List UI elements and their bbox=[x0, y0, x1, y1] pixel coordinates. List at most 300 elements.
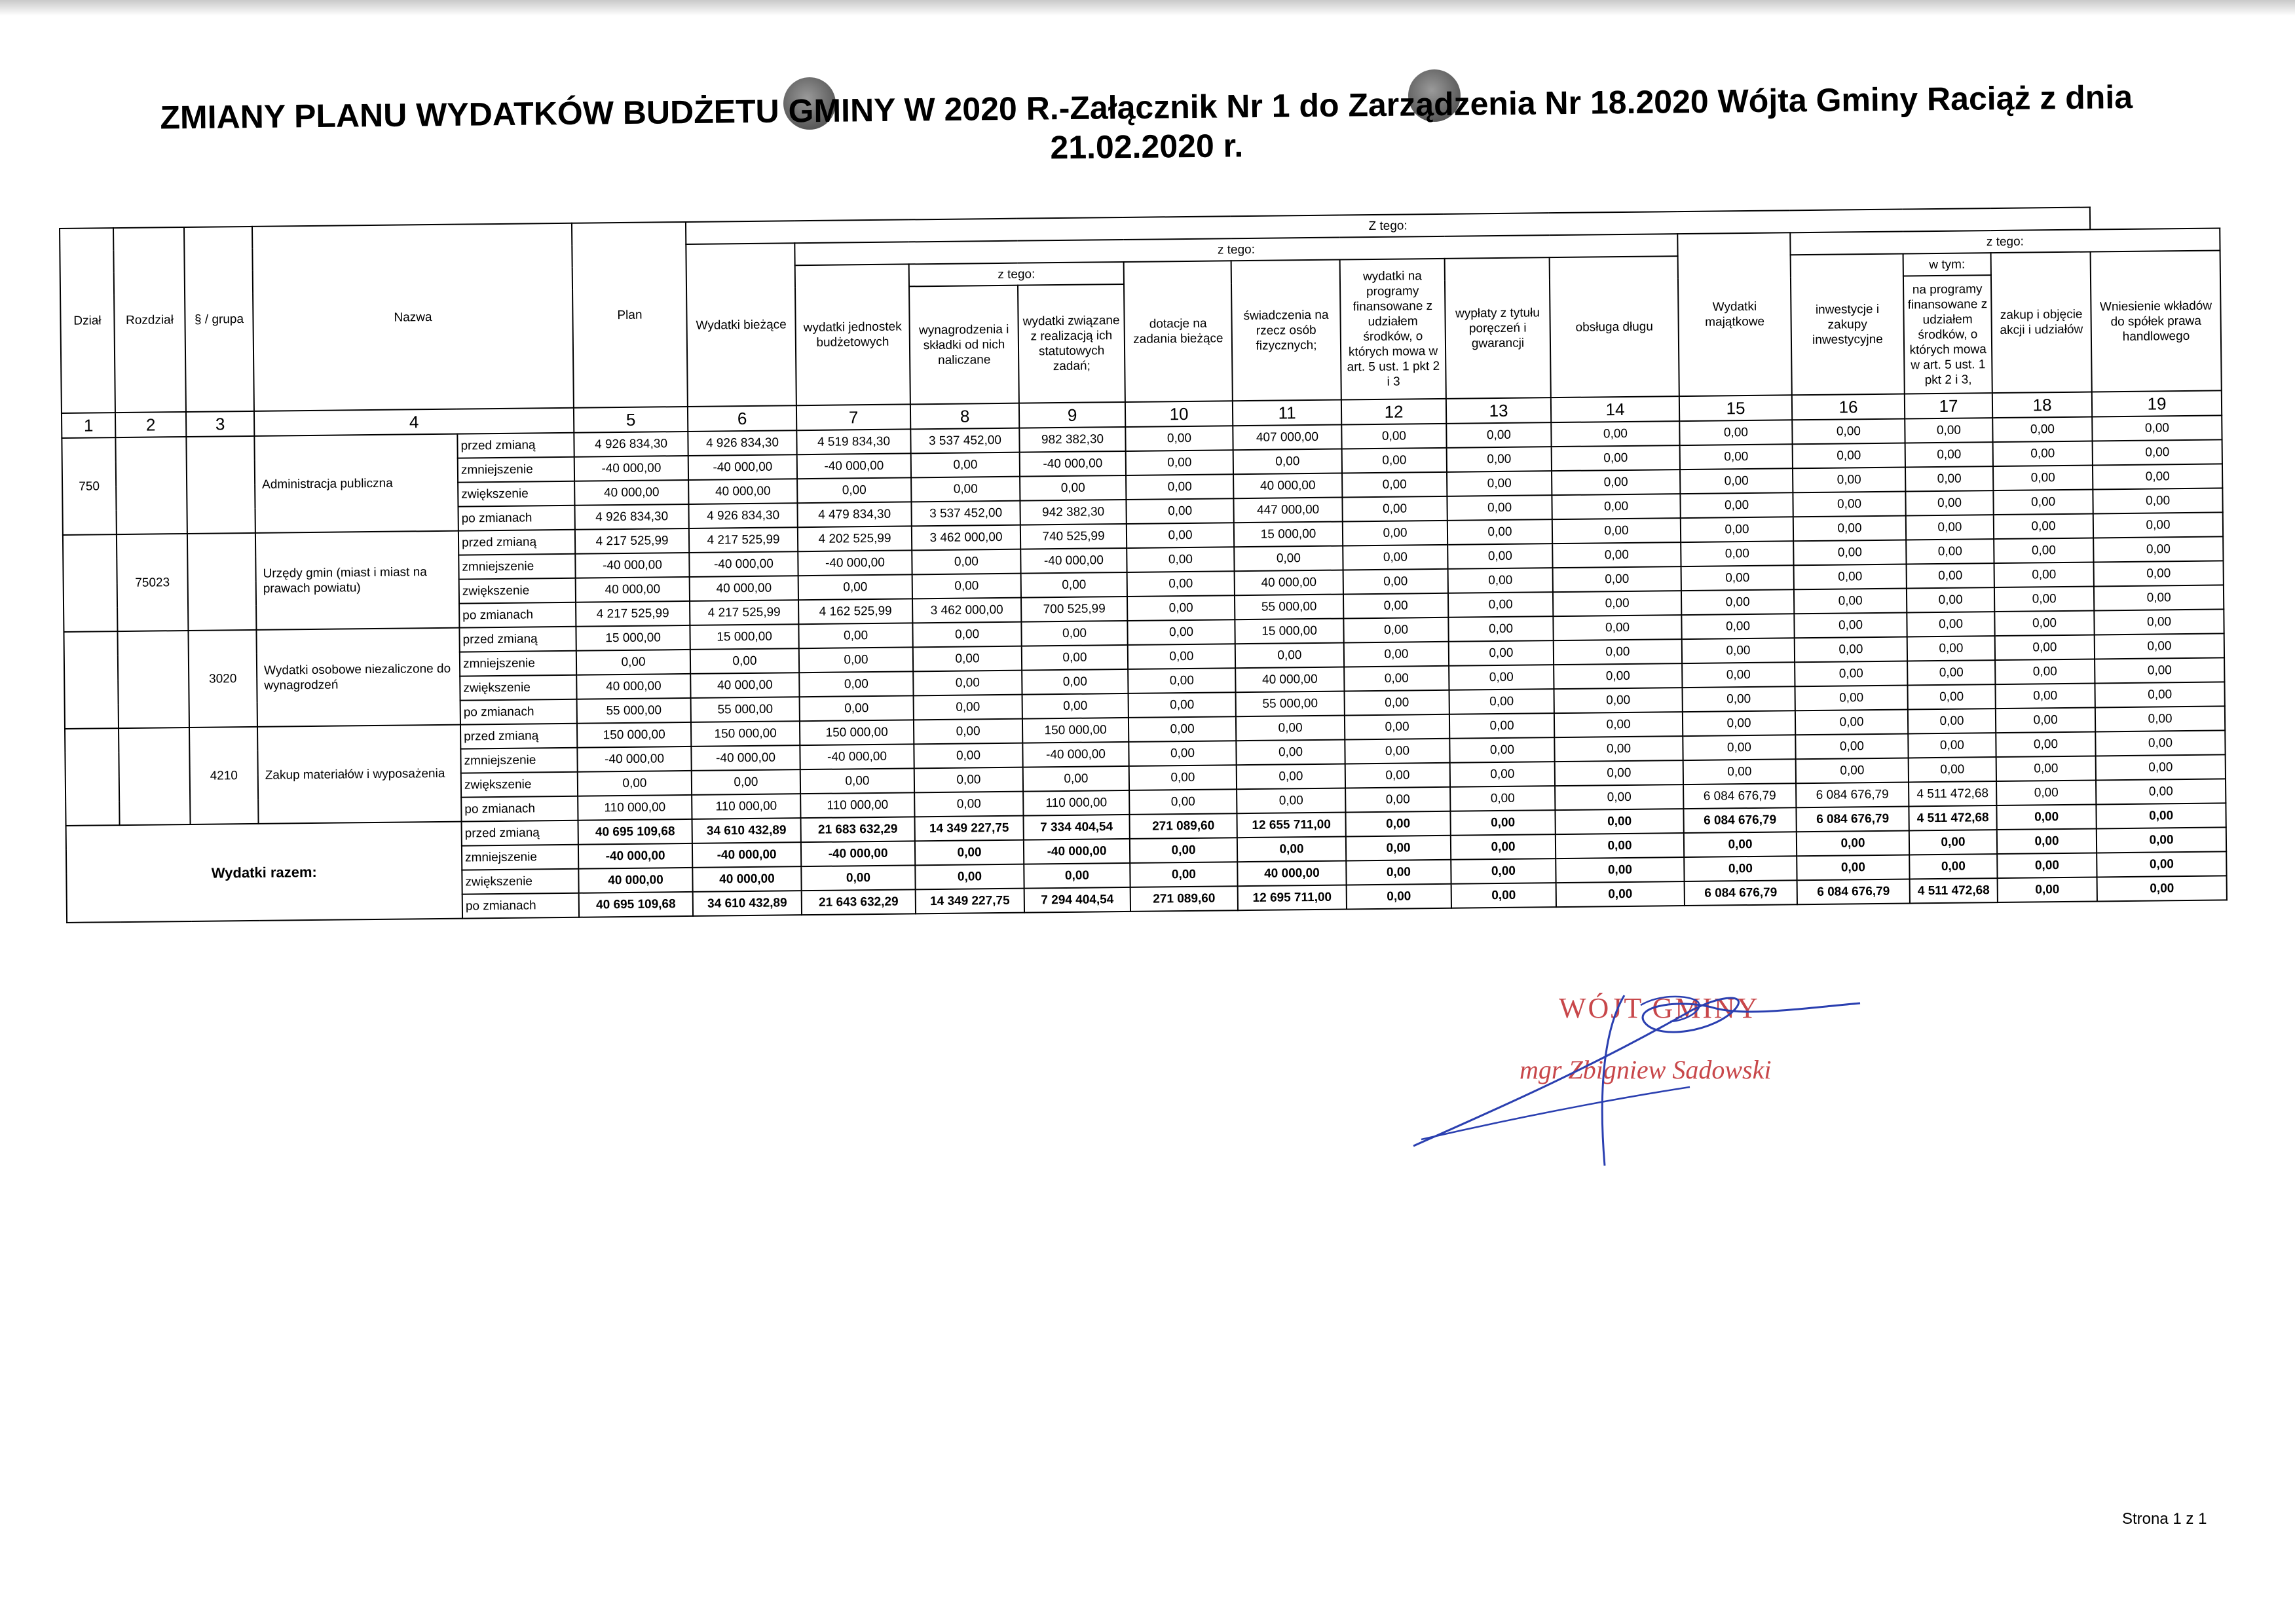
value-cell: 0,00 bbox=[800, 768, 914, 794]
value-cell: 740 525,99 bbox=[1020, 524, 1127, 549]
value-cell: 40 000,00 bbox=[1237, 860, 1346, 886]
header-wynagrodzenia: wynagrodzenia i składki od nich naliczane bbox=[909, 286, 1019, 405]
paragraf-cell: 3020 bbox=[188, 630, 257, 728]
value-cell: 0,00 bbox=[1796, 758, 1909, 783]
value-cell: 0,00 bbox=[1447, 519, 1552, 545]
value-cell: 0,00 bbox=[1681, 541, 1793, 566]
header-z-tego-jednostek: z tego: bbox=[909, 262, 1124, 286]
value-cell: 0,00 bbox=[1906, 515, 1994, 540]
value-cell: 0,00 bbox=[912, 549, 1020, 575]
header-z-tego-majatkowe: z tego: bbox=[1790, 228, 2220, 255]
value-cell: 0,00 bbox=[2096, 779, 2226, 804]
value-cell: 0,00 bbox=[1552, 445, 1680, 471]
value-cell: 0,00 bbox=[1992, 417, 2092, 443]
value-cell: 0,00 bbox=[1127, 547, 1234, 572]
value-cell: 271 089,60 bbox=[1130, 886, 1238, 912]
value-cell: 0,00 bbox=[1555, 760, 1683, 786]
value-cell: 4 217 525,99 bbox=[575, 528, 689, 554]
row-kind-label: po zmianach bbox=[462, 893, 579, 919]
row-kind-label: po zmianach bbox=[459, 602, 576, 628]
row-kind-label: po zmianach bbox=[461, 796, 578, 822]
value-cell: 447 000,00 bbox=[1233, 498, 1342, 523]
value-cell: 0,00 bbox=[1554, 712, 1683, 737]
value-cell: 0,00 bbox=[1994, 610, 2094, 636]
value-cell: 4 217 525,99 bbox=[690, 600, 798, 625]
value-cell: 0,00 bbox=[1129, 741, 1236, 766]
value-cell: 0,00 bbox=[1024, 863, 1130, 889]
value-cell: 0,00 bbox=[1994, 514, 2093, 540]
value-cell: -40 000,00 bbox=[688, 454, 797, 480]
value-cell: -40 000,00 bbox=[1024, 839, 1130, 864]
value-cell: 0,00 bbox=[1450, 762, 1555, 787]
column-number-2: 2 bbox=[115, 412, 186, 437]
value-cell: 0,00 bbox=[1022, 645, 1128, 671]
value-cell: 982 382,30 bbox=[1019, 427, 1125, 452]
value-cell: 0,00 bbox=[578, 771, 692, 796]
value-cell: 40 000,00 bbox=[690, 673, 799, 698]
value-cell: 0,00 bbox=[1021, 572, 1127, 598]
value-cell: 0,00 bbox=[1996, 731, 2095, 757]
value-cell: 0,00 bbox=[1345, 714, 1449, 740]
stamp-person: mgr Zbigniew Sadowski bbox=[1520, 1055, 1772, 1084]
value-cell: 0,00 bbox=[1237, 764, 1345, 789]
value-cell: 0,00 bbox=[2094, 561, 2224, 586]
column-number-1: 1 bbox=[62, 413, 115, 438]
value-cell: 0,00 bbox=[1909, 830, 1997, 855]
column-number-4: 4 bbox=[254, 408, 574, 436]
value-cell: 110 000,00 bbox=[1023, 790, 1129, 816]
row-kind-label: zmniejszenie bbox=[458, 457, 574, 483]
value-cell: 0,00 bbox=[1679, 420, 1792, 445]
value-cell: 0,00 bbox=[1345, 787, 1450, 813]
value-cell: 0,00 bbox=[1449, 665, 1554, 690]
value-cell: 0,00 bbox=[1130, 838, 1237, 863]
value-cell: 0,00 bbox=[1793, 468, 1905, 493]
value-cell: 0,00 bbox=[1343, 593, 1448, 619]
value-cell: 0,00 bbox=[1343, 545, 1447, 570]
value-cell: 0,00 bbox=[1126, 450, 1233, 475]
value-cell: 4 511 472,68 bbox=[1909, 805, 1996, 830]
rozdzial-cell: 75023 bbox=[117, 534, 189, 631]
row-kind-label: zmniejszenie bbox=[458, 554, 575, 580]
value-cell: 14 349 227,75 bbox=[915, 816, 1024, 841]
value-cell: 0,00 bbox=[1448, 616, 1553, 642]
value-cell: 0,00 bbox=[1130, 862, 1237, 887]
value-cell: 0,00 bbox=[915, 864, 1024, 890]
value-cell: 0,00 bbox=[1342, 448, 1447, 473]
value-cell: 0,00 bbox=[1793, 540, 1906, 565]
value-cell: 0,00 bbox=[1021, 621, 1127, 646]
value-cell: 110 000,00 bbox=[692, 794, 800, 819]
value-cell: 0,00 bbox=[1793, 515, 1906, 541]
column-number-17: 17 bbox=[1905, 393, 1992, 418]
value-cell: 0,00 bbox=[1795, 733, 1908, 759]
value-cell: 0,00 bbox=[1684, 832, 1797, 857]
value-cell: 0,00 bbox=[1907, 587, 1994, 612]
row-kind-label: zwiększenie bbox=[458, 481, 574, 507]
row-kind-label: przed zmianą bbox=[460, 724, 577, 749]
value-cell: 0,00 bbox=[1446, 422, 1551, 448]
value-cell: 0,00 bbox=[2097, 876, 2227, 901]
value-cell: 0,00 bbox=[2095, 657, 2224, 683]
value-cell: 0,00 bbox=[1128, 668, 1235, 693]
value-cell: 0,00 bbox=[2093, 439, 2222, 465]
value-cell: 0,00 bbox=[1795, 661, 1907, 686]
value-cell: 0,00 bbox=[1795, 637, 1907, 662]
name-cell: Administracja publiczna bbox=[254, 434, 458, 533]
paragraf-cell: 4210 bbox=[189, 727, 259, 824]
header-majatkowe: Wydatki majątkowe bbox=[1677, 232, 1792, 396]
stamp-office: WÓJT GMINY bbox=[1559, 992, 1760, 1024]
header-paragraf: § / grupa bbox=[184, 227, 254, 412]
row-kind-label: przed zmianą bbox=[462, 821, 578, 846]
header-w-tym: w tym: bbox=[1903, 253, 1991, 276]
value-cell: 0,00 bbox=[1343, 618, 1448, 643]
value-cell: 0,00 bbox=[1451, 834, 1556, 860]
value-cell: 0,00 bbox=[1994, 538, 2093, 563]
value-cell: 0,00 bbox=[1343, 569, 1448, 595]
value-cell: 150 000,00 bbox=[577, 722, 691, 748]
value-cell: -40 000,00 bbox=[797, 453, 911, 479]
value-cell: 15 000,00 bbox=[1234, 522, 1343, 547]
value-cell: 0,00 bbox=[1554, 639, 1682, 665]
value-cell: 0,00 bbox=[1555, 784, 1683, 810]
column-number-19: 19 bbox=[2092, 390, 2222, 416]
value-cell: 40 000,00 bbox=[578, 868, 692, 893]
value-cell: 0,00 bbox=[798, 623, 912, 648]
value-cell: 0,00 bbox=[1554, 688, 1683, 713]
value-cell: 0,00 bbox=[2095, 706, 2225, 731]
header-dzial: Dział bbox=[60, 228, 115, 413]
page-number: Strona 1 z 1 bbox=[2122, 1510, 2207, 1528]
value-cell: 6 084 676,79 bbox=[1796, 782, 1909, 807]
value-cell: 4 162 525,99 bbox=[798, 599, 912, 624]
value-cell: 3 537 452,00 bbox=[910, 428, 1019, 454]
value-cell: 0,00 bbox=[1342, 496, 1447, 522]
value-cell: 0,00 bbox=[1237, 788, 1345, 813]
value-cell: 0,00 bbox=[1023, 766, 1129, 792]
title-line-1: ZMIANY PLANU WYDATKÓW BUDŻETU GMINY W 2020 R.-Załącznik Nr 1 do Zarządzenia Nr 18.2020 Wójta Gminy Raciąż z dnia bbox=[160, 78, 2133, 136]
value-cell: 0,00 bbox=[2095, 730, 2225, 756]
value-cell: -40 000,00 bbox=[801, 841, 915, 866]
column-number-10: 10 bbox=[1125, 401, 1233, 427]
value-cell: 0,00 bbox=[1793, 443, 1905, 469]
name-cell: Wydatki osobowe niezaliczone do wynagrodzeń bbox=[256, 628, 460, 727]
value-cell: 40 000,00 bbox=[576, 674, 690, 699]
value-cell: 0,00 bbox=[1681, 517, 1793, 542]
column-number-7: 7 bbox=[796, 404, 910, 430]
value-cell: 0,00 bbox=[2096, 754, 2226, 780]
value-cell: 0,00 bbox=[1555, 809, 1683, 834]
header-wniesienie: Wniesienie wkładów do spółek prawa handlowego bbox=[2091, 250, 2222, 392]
value-cell: 4 511 472,68 bbox=[1909, 781, 1996, 806]
value-cell: 0,00 bbox=[1907, 636, 1995, 661]
column-number-16: 16 bbox=[1792, 394, 1905, 420]
value-cell: 0,00 bbox=[1447, 447, 1552, 472]
value-cell: 0,00 bbox=[1794, 564, 1907, 589]
signature-block bbox=[1408, 969, 1867, 1179]
header-programy: wydatki na programy finansowane z udziałem środków, o których mowa w art. 5 ust. 1 pkt 2 i 3 bbox=[1340, 259, 1446, 400]
value-cell: 0,00 bbox=[1127, 619, 1235, 645]
value-cell: 0,00 bbox=[1553, 615, 1681, 640]
row-kind-label: zwiększenie bbox=[462, 869, 578, 895]
value-cell: 0,00 bbox=[1346, 836, 1451, 861]
value-cell: 0,00 bbox=[1794, 612, 1907, 638]
value-cell: 12 695 711,00 bbox=[1238, 885, 1347, 910]
value-cell: 0,00 bbox=[1909, 757, 1996, 782]
value-cell: 0,00 bbox=[1126, 498, 1233, 524]
rozdzial-cell bbox=[119, 728, 191, 825]
header-akcje: zakup i objęcie akcji i udziałów bbox=[1991, 252, 2092, 394]
value-cell: 0,00 bbox=[1905, 418, 1992, 443]
value-cell: 6 084 676,79 bbox=[1685, 880, 1797, 906]
header-obsluga-dlugu: obsługa długu bbox=[1550, 256, 1679, 397]
value-cell: 110 000,00 bbox=[578, 795, 692, 821]
value-cell: 0,00 bbox=[1554, 663, 1682, 689]
value-cell: 34 610 432,89 bbox=[693, 891, 802, 916]
value-cell: 0,00 bbox=[2092, 415, 2222, 441]
value-cell: 0,00 bbox=[1554, 736, 1683, 762]
value-cell: 0,00 bbox=[1994, 586, 2094, 612]
value-cell: 0,00 bbox=[1993, 466, 2093, 491]
value-cell: 0,00 bbox=[2097, 827, 2226, 853]
value-cell: 0,00 bbox=[913, 646, 1022, 672]
header-wydatki-jednostek: wydatki jednostek budżetowych bbox=[795, 264, 910, 405]
value-cell: 0,00 bbox=[1996, 780, 2096, 805]
document-title bbox=[131, 77, 2162, 177]
column-number-13: 13 bbox=[1446, 397, 1551, 424]
value-cell: 0,00 bbox=[1996, 707, 2095, 733]
value-cell: 0,00 bbox=[2093, 464, 2222, 489]
value-cell: 0,00 bbox=[915, 840, 1024, 866]
value-cell: 0,00 bbox=[914, 695, 1022, 720]
value-cell: 0,00 bbox=[1129, 789, 1237, 815]
value-cell: 0,00 bbox=[1448, 592, 1553, 618]
value-cell: -40 000,00 bbox=[574, 456, 688, 481]
value-cell: -40 000,00 bbox=[1020, 451, 1126, 477]
column-number-15: 15 bbox=[1679, 395, 1792, 421]
value-cell: 0,00 bbox=[1556, 857, 1684, 883]
value-cell: 0,00 bbox=[1907, 684, 1995, 709]
value-cell: 15 000,00 bbox=[1235, 618, 1343, 644]
value-cell: 40 000,00 bbox=[1235, 570, 1343, 595]
value-cell: 0,00 bbox=[1345, 763, 1450, 788]
header-nazwa: Nazwa bbox=[252, 223, 574, 411]
header-wydatki-biezace: Wydatki bieżące bbox=[686, 243, 796, 407]
value-cell: -40 000,00 bbox=[689, 551, 798, 577]
value-cell: 150 000,00 bbox=[1022, 718, 1129, 743]
header-z-tego-top: Z tego: bbox=[686, 208, 2090, 244]
handwritten-signature bbox=[1408, 969, 1867, 1179]
value-cell: 40 000,00 bbox=[576, 577, 690, 602]
value-cell: 0,00 bbox=[1447, 544, 1552, 569]
row-kind-label: przed zmianą bbox=[457, 433, 574, 458]
value-cell: 0,00 bbox=[1794, 588, 1907, 614]
row-kind-label: zmniejszenie bbox=[462, 845, 578, 870]
value-cell: 0,00 bbox=[1994, 562, 2094, 587]
value-cell: 0,00 bbox=[1127, 571, 1235, 597]
value-cell: -40 000,00 bbox=[575, 553, 689, 578]
value-cell: 0,00 bbox=[1022, 693, 1129, 719]
value-cell: 942 382,30 bbox=[1020, 500, 1126, 525]
value-cell: 0,00 bbox=[1345, 739, 1449, 764]
value-cell: 6 084 676,79 bbox=[1683, 807, 1796, 833]
budget-table bbox=[59, 205, 2228, 923]
value-cell: 0,00 bbox=[1551, 421, 1679, 447]
header-rozdzial: Rozdział bbox=[113, 227, 186, 413]
value-cell: 0,00 bbox=[911, 477, 1020, 502]
value-cell: 0,00 bbox=[1909, 854, 1997, 879]
value-cell: 0,00 bbox=[576, 650, 690, 675]
value-cell: 4 926 834,30 bbox=[574, 432, 688, 457]
value-cell: 34 610 432,89 bbox=[692, 818, 801, 843]
value-cell: -40 000,00 bbox=[1022, 742, 1129, 767]
value-cell: 40 000,00 bbox=[692, 866, 801, 892]
value-cell: 0,00 bbox=[1347, 884, 1451, 910]
value-cell: 0,00 bbox=[1449, 737, 1554, 763]
value-cell: 0,00 bbox=[1996, 756, 2096, 781]
value-cell: 0,00 bbox=[1450, 810, 1555, 836]
value-cell: 0,00 bbox=[1129, 692, 1236, 718]
value-cell: 0,00 bbox=[800, 695, 914, 721]
value-cell: 0,00 bbox=[2097, 851, 2226, 877]
value-cell: 4 217 525,99 bbox=[576, 601, 690, 627]
value-cell: 0,00 bbox=[1346, 860, 1451, 885]
value-cell: 0,00 bbox=[1681, 589, 1794, 615]
value-cell: 0,00 bbox=[1905, 490, 1993, 515]
dzial-cell bbox=[64, 631, 119, 729]
value-cell: -40 000,00 bbox=[578, 843, 692, 869]
column-number-12: 12 bbox=[1341, 399, 1446, 425]
header-dotacje: dotacje na zadania bieżące bbox=[1124, 261, 1233, 402]
value-cell: 0,00 bbox=[2093, 536, 2223, 562]
value-cell: 4 217 525,99 bbox=[689, 527, 798, 553]
value-cell: 0,00 bbox=[2097, 803, 2226, 828]
value-cell: 55 000,00 bbox=[691, 697, 800, 722]
row-kind-label: zmniejszenie bbox=[460, 748, 577, 773]
value-cell: 0,00 bbox=[913, 671, 1022, 696]
value-cell: 15 000,00 bbox=[576, 625, 690, 651]
value-cell: 0,00 bbox=[1993, 441, 2093, 467]
value-cell: 0,00 bbox=[912, 574, 1021, 599]
value-cell: 0,00 bbox=[912, 622, 1021, 648]
value-cell: 0,00 bbox=[1797, 855, 1909, 880]
value-cell: 0,00 bbox=[1450, 786, 1555, 811]
value-cell: 0,00 bbox=[1552, 518, 1681, 544]
value-cell: 4 926 834,30 bbox=[574, 504, 688, 530]
value-cell: 0,00 bbox=[692, 769, 800, 795]
row-kind-label: zwiększenie bbox=[459, 578, 576, 604]
dzial-cell: 750 bbox=[62, 437, 117, 535]
value-cell: 0,00 bbox=[1553, 591, 1681, 616]
column-number-8: 8 bbox=[910, 403, 1019, 430]
value-cell: 0,00 bbox=[1128, 644, 1235, 669]
name-cell: Zakup materiałów i wyposażenia bbox=[257, 725, 462, 824]
value-cell: 21 643 632,29 bbox=[802, 889, 916, 915]
value-cell: 407 000,00 bbox=[1233, 425, 1341, 451]
value-cell: 0,00 bbox=[1995, 659, 2095, 684]
value-cell: -40 000,00 bbox=[577, 747, 691, 772]
value-cell: 40 695 109,68 bbox=[578, 819, 692, 845]
value-cell: 0,00 bbox=[1906, 539, 1994, 564]
value-cell: 0,00 bbox=[1129, 765, 1237, 790]
value-cell: 0,00 bbox=[1234, 545, 1343, 571]
rozdzial-cell bbox=[115, 437, 187, 534]
value-cell: 0,00 bbox=[1795, 685, 1907, 710]
value-cell: 0,00 bbox=[1126, 474, 1233, 500]
paragraf-cell bbox=[187, 533, 257, 631]
value-cell: 0,00 bbox=[1449, 640, 1554, 666]
value-cell: 0,00 bbox=[1343, 521, 1447, 546]
value-cell: 0,00 bbox=[914, 792, 1023, 817]
value-cell: 0,00 bbox=[1907, 660, 1995, 685]
value-cell: 0,00 bbox=[1236, 739, 1345, 765]
value-cell: 0,00 bbox=[1344, 642, 1449, 667]
row-kind-label: po zmianach bbox=[458, 506, 574, 531]
value-cell: 0,00 bbox=[1449, 713, 1554, 739]
value-cell: 0,00 bbox=[1793, 491, 1905, 517]
value-cell: 0,00 bbox=[799, 647, 913, 673]
dzial-cell bbox=[65, 728, 120, 826]
total-label: Wydatki razem: bbox=[66, 822, 463, 923]
value-cell: 0,00 bbox=[1345, 811, 1450, 837]
value-cell: 3 462 000,00 bbox=[912, 525, 1020, 551]
column-number-6: 6 bbox=[688, 405, 796, 432]
value-cell: 0,00 bbox=[1552, 542, 1681, 568]
row-kind-label: zwiększenie bbox=[460, 675, 576, 701]
row-kind-label: zwiększenie bbox=[461, 772, 578, 798]
value-cell: -40 000,00 bbox=[800, 744, 914, 769]
value-cell: 0,00 bbox=[1447, 471, 1552, 496]
value-cell: 40 000,00 bbox=[574, 480, 688, 506]
value-cell: 0,00 bbox=[1127, 523, 1234, 548]
value-cell: 0,00 bbox=[1237, 836, 1346, 862]
value-cell: 6 084 676,79 bbox=[1796, 806, 1909, 832]
value-cell: 55 000,00 bbox=[577, 698, 691, 724]
value-cell: 40 000,00 bbox=[688, 479, 797, 504]
value-cell: 40 000,00 bbox=[1235, 667, 1344, 692]
value-cell: 55 000,00 bbox=[1235, 594, 1343, 619]
value-cell: 0,00 bbox=[1680, 468, 1793, 494]
header-swiadczenia: świadczenia na rzecz osób fizycznych; bbox=[1231, 260, 1341, 401]
value-cell: 0,00 bbox=[1682, 662, 1795, 688]
value-cell: 0,00 bbox=[2093, 512, 2223, 538]
value-cell: 0,00 bbox=[1341, 424, 1446, 449]
row-kind-label: przed zmianą bbox=[458, 530, 575, 555]
value-cell: 0,00 bbox=[1129, 716, 1236, 742]
value-cell: 0,00 bbox=[1792, 419, 1905, 445]
value-cell: 0,00 bbox=[1553, 566, 1681, 592]
value-cell: 4 202 525,99 bbox=[798, 526, 912, 551]
column-number-9: 9 bbox=[1019, 402, 1125, 428]
value-cell: 4 479 834,30 bbox=[797, 502, 911, 527]
value-cell: 12 655 711,00 bbox=[1237, 812, 1345, 838]
value-cell: 0,00 bbox=[914, 743, 1022, 769]
value-cell: 0,00 bbox=[1997, 828, 2097, 854]
value-cell: 0,00 bbox=[1451, 883, 1556, 908]
value-cell: 0,00 bbox=[801, 865, 915, 891]
value-cell: 0,00 bbox=[1020, 475, 1126, 501]
value-cell: 0,00 bbox=[1552, 494, 1680, 519]
value-cell: 0,00 bbox=[911, 452, 1020, 478]
header-inwestycje: inwestycje i zakupy inwestycyjne bbox=[1791, 254, 1905, 396]
value-cell: 4 926 834,30 bbox=[688, 503, 797, 528]
value-cell: -40 000,00 bbox=[1020, 548, 1127, 574]
value-cell: 0,00 bbox=[1448, 568, 1553, 593]
column-number-14: 14 bbox=[1551, 396, 1679, 422]
value-cell: 0,00 bbox=[798, 574, 912, 600]
value-cell: 3 462 000,00 bbox=[912, 598, 1021, 623]
